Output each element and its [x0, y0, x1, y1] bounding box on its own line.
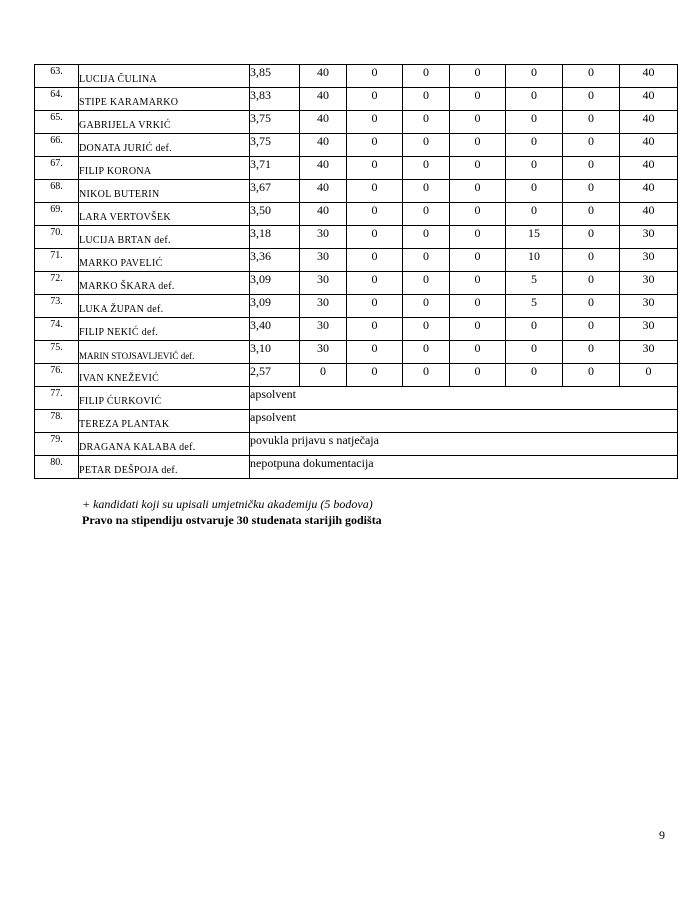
def-marker: def. [180, 351, 195, 361]
row-number: 66. [35, 134, 79, 157]
grade-average: 2,57 [250, 364, 300, 387]
total-points: 40 [620, 180, 678, 203]
footnote: + kandidati koji su upisali umjetničku akademiju (5 bodova) [82, 497, 373, 511]
student-name-text: FILIP ĆURKOVIĆ [79, 396, 162, 407]
student-name [79, 65, 250, 88]
total-points: 40 [620, 134, 678, 157]
grade-average: 3,85 [250, 65, 300, 88]
student-name [79, 433, 250, 456]
table-row [35, 433, 678, 456]
grade-average: 3,40 [250, 318, 300, 341]
points-cell: 40 [300, 134, 347, 157]
def-marker: def. [179, 442, 196, 453]
ranking-table [34, 64, 678, 479]
points-cell: 30 [300, 226, 347, 249]
row-number: 80. [35, 456, 79, 479]
points-cell: 0 [403, 65, 450, 88]
row-number: 73. [35, 295, 79, 318]
table-row [35, 111, 678, 134]
points-cell: 0 [506, 88, 563, 111]
points-cell: 0 [506, 180, 563, 203]
points-cell: 0 [450, 111, 506, 134]
points-cell: 40 [300, 111, 347, 134]
student-name-text: LUCIJA BRTAN [79, 235, 152, 246]
student-name-text: MARIN STOJSAVLJEVIĆ [79, 351, 179, 361]
row-number: 63. [35, 65, 79, 88]
table-row [35, 65, 678, 88]
total-points: 30 [620, 226, 678, 249]
points-cell: 0 [403, 157, 450, 180]
student-name [79, 180, 250, 203]
student-name [79, 456, 250, 479]
points-cell: 0 [403, 111, 450, 134]
table-row [35, 134, 678, 157]
grade-average: 3,18 [250, 226, 300, 249]
table-row [35, 226, 678, 249]
points-cell: 30 [300, 295, 347, 318]
total-points: 30 [620, 341, 678, 364]
grade-average: 3,09 [250, 272, 300, 295]
points-cell: 0 [563, 341, 620, 364]
student-name-text: FILIP NEKIĆ [79, 327, 139, 338]
points-cell: 0 [403, 295, 450, 318]
points-cell: 0 [347, 65, 403, 88]
points-cell: 0 [450, 180, 506, 203]
points-cell: 0 [403, 203, 450, 226]
points-cell: 0 [450, 88, 506, 111]
row-number: 64. [35, 88, 79, 111]
table-row [35, 203, 678, 226]
grade-average: 3,83 [250, 88, 300, 111]
student-name [79, 249, 250, 272]
row-number: 69. [35, 203, 79, 226]
row-number: 71. [35, 249, 79, 272]
table-row [35, 157, 678, 180]
student-name-text: PETAR DEŠPOJA [79, 465, 159, 476]
points-cell: 10 [506, 249, 563, 272]
student-name [79, 226, 250, 249]
status-note: apsolvent [250, 410, 678, 433]
points-cell: 0 [347, 88, 403, 111]
row-number: 78. [35, 410, 79, 433]
points-cell: 0 [450, 272, 506, 295]
total-points: 40 [620, 203, 678, 226]
points-cell: 5 [506, 272, 563, 295]
student-name-text: GABRIJELA VRKIĆ [79, 120, 171, 131]
student-name [79, 134, 250, 157]
student-name-text: NIKOL BUTERIN [79, 189, 160, 200]
points-cell: 0 [403, 88, 450, 111]
status-note: povukla prijavu s natječaja [250, 433, 678, 456]
points-cell: 0 [450, 364, 506, 387]
points-cell: 0 [563, 318, 620, 341]
points-cell: 0 [506, 157, 563, 180]
points-cell: 0 [506, 111, 563, 134]
points-cell: 0 [347, 134, 403, 157]
student-name-text: STIPE KARAMARKO [79, 97, 179, 108]
points-cell: 0 [563, 249, 620, 272]
def-marker: def. [155, 143, 172, 154]
table-row [35, 295, 678, 318]
student-name [79, 295, 250, 318]
total-points: 30 [620, 272, 678, 295]
def-marker: def. [141, 327, 159, 338]
points-cell: 0 [563, 111, 620, 134]
points-cell: 40 [300, 157, 347, 180]
student-name [79, 387, 250, 410]
table-row [35, 456, 678, 479]
student-name-text: MARKO ŠKARA [79, 281, 156, 292]
grade-average: 3,71 [250, 157, 300, 180]
row-number: 75. [35, 341, 79, 364]
points-cell: 40 [300, 65, 347, 88]
table-body [35, 65, 678, 479]
points-cell: 0 [347, 341, 403, 364]
points-cell: 0 [563, 88, 620, 111]
row-number: 65. [35, 111, 79, 134]
student-name-text: FILIP KORONA [79, 166, 152, 177]
student-name-text: DONATA JURIĆ [79, 143, 153, 154]
status-note: apsolvent [250, 387, 678, 410]
student-name [79, 318, 250, 341]
total-points: 40 [620, 88, 678, 111]
points-cell: 0 [450, 134, 506, 157]
points-cell: 0 [506, 364, 563, 387]
points-cell: 0 [403, 318, 450, 341]
grade-average: 3,75 [250, 111, 300, 134]
points-cell: 0 [347, 157, 403, 180]
student-name [79, 364, 250, 387]
row-number: 76. [35, 364, 79, 387]
student-name [79, 203, 250, 226]
points-cell: 30 [300, 341, 347, 364]
student-name-text: IVAN KNEŽEVIĆ [79, 373, 160, 384]
points-cell: 15 [506, 226, 563, 249]
grade-average: 3,36 [250, 249, 300, 272]
points-cell: 0 [506, 203, 563, 226]
points-cell: 40 [300, 180, 347, 203]
points-cell: 0 [347, 295, 403, 318]
points-cell: 0 [563, 180, 620, 203]
table-row [35, 249, 678, 272]
grade-average: 3,50 [250, 203, 300, 226]
points-cell: 0 [403, 249, 450, 272]
points-cell: 0 [563, 134, 620, 157]
grade-average: 3,09 [250, 295, 300, 318]
points-cell: 0 [450, 203, 506, 226]
points-cell: 0 [450, 157, 506, 180]
student-name-text: TEREZA PLANTAK [79, 419, 170, 430]
student-name-text: LUCIJA ČULINA [79, 74, 158, 85]
table-row [35, 364, 678, 387]
table-row [35, 180, 678, 203]
row-number: 68. [35, 180, 79, 203]
student-name-text: LUKA ŽUPAN [79, 304, 145, 315]
points-cell: 30 [300, 318, 347, 341]
points-cell: 0 [347, 249, 403, 272]
points-cell: 0 [563, 203, 620, 226]
points-cell: 0 [563, 272, 620, 295]
scholarship-note: Pravo na stipendiju ostvaruje 30 studenata starijih godišta [82, 513, 382, 527]
points-cell: 0 [403, 180, 450, 203]
row-number: 79. [35, 433, 79, 456]
total-points: 40 [620, 65, 678, 88]
student-name-text: LARA VERTOVŠEK [79, 212, 171, 223]
total-points: 0 [620, 364, 678, 387]
points-cell: 0 [403, 364, 450, 387]
status-note: nepotpuna dokumentacija [250, 456, 678, 479]
student-name [79, 272, 250, 295]
points-cell: 0 [506, 65, 563, 88]
def-marker: def. [146, 304, 164, 315]
points-cell: 0 [347, 226, 403, 249]
points-cell: 0 [300, 364, 347, 387]
points-cell: 0 [403, 272, 450, 295]
points-cell: 0 [347, 272, 403, 295]
grade-average: 3,75 [250, 134, 300, 157]
grade-average: 3,67 [250, 180, 300, 203]
row-number: 72. [35, 272, 79, 295]
points-cell: 0 [347, 203, 403, 226]
student-name [79, 111, 250, 134]
def-marker: def. [161, 465, 178, 476]
table-row [35, 88, 678, 111]
row-number: 70. [35, 226, 79, 249]
points-cell: 0 [403, 134, 450, 157]
total-points: 30 [620, 318, 678, 341]
total-points: 40 [620, 157, 678, 180]
points-cell: 0 [450, 226, 506, 249]
def-marker: def. [158, 281, 175, 292]
points-cell: 0 [347, 318, 403, 341]
table-row [35, 387, 678, 410]
student-name [79, 410, 250, 433]
row-number: 67. [35, 157, 79, 180]
student-name-text: MARKO PAVELIĆ [79, 258, 163, 269]
table-row [35, 341, 678, 364]
points-cell: 0 [403, 341, 450, 364]
points-cell: 0 [450, 65, 506, 88]
points-cell: 0 [563, 226, 620, 249]
page-number: 9 [659, 828, 665, 842]
row-number: 77. [35, 387, 79, 410]
points-cell: 0 [563, 295, 620, 318]
points-cell: 40 [300, 88, 347, 111]
total-points: 30 [620, 249, 678, 272]
points-cell: 0 [506, 341, 563, 364]
points-cell: 5 [506, 295, 563, 318]
points-cell: 30 [300, 272, 347, 295]
student-name-text: DRAGANA KALABA [79, 442, 177, 453]
points-cell: 0 [563, 157, 620, 180]
row-number: 74. [35, 318, 79, 341]
table-row [35, 410, 678, 433]
def-marker: def. [154, 235, 171, 246]
points-cell: 0 [450, 341, 506, 364]
points-cell: 0 [347, 364, 403, 387]
points-cell: 0 [450, 295, 506, 318]
points-cell: 0 [506, 134, 563, 157]
student-name [79, 157, 250, 180]
student-name [79, 341, 250, 364]
points-cell: 0 [450, 318, 506, 341]
student-name [79, 88, 250, 111]
points-cell: 0 [347, 180, 403, 203]
grade-average: 3,10 [250, 341, 300, 364]
table-row [35, 318, 678, 341]
points-cell: 30 [300, 249, 347, 272]
points-cell: 0 [563, 65, 620, 88]
points-cell: 0 [450, 249, 506, 272]
points-cell: 0 [403, 226, 450, 249]
table-row [35, 272, 678, 295]
total-points: 30 [620, 295, 678, 318]
points-cell: 0 [506, 318, 563, 341]
points-cell: 40 [300, 203, 347, 226]
points-cell: 0 [563, 364, 620, 387]
points-cell: 0 [347, 111, 403, 134]
total-points: 40 [620, 111, 678, 134]
